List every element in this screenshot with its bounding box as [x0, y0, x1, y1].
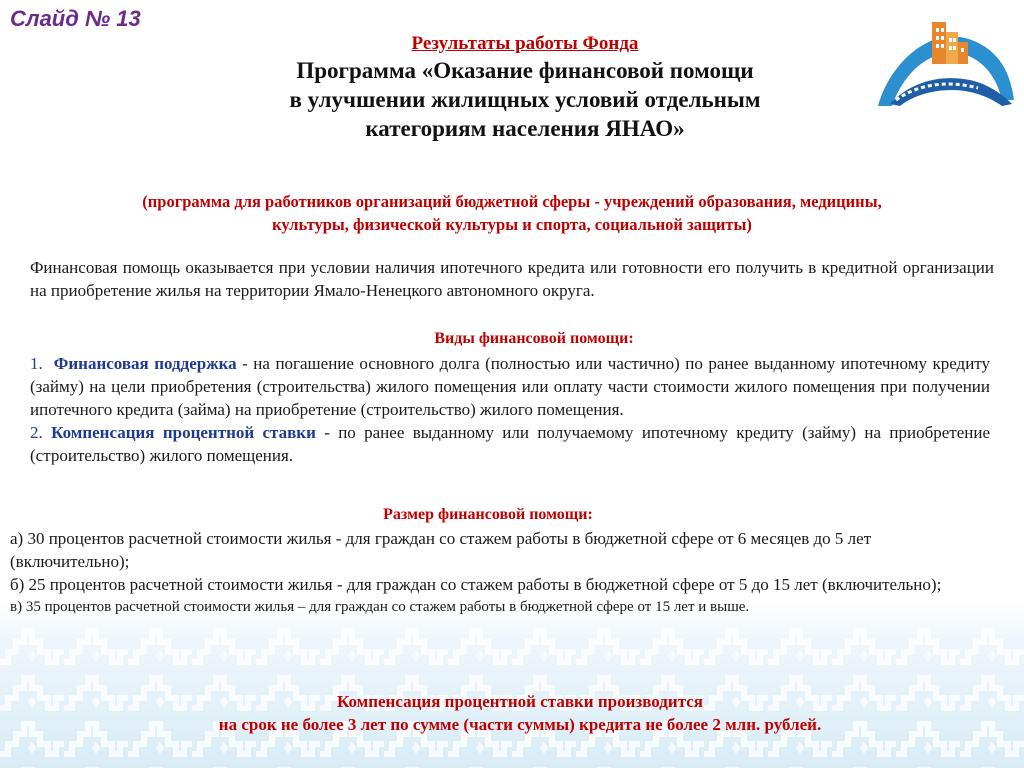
footer-line-2: на срок не более 3 лет по сумме (части суммы) кредита не более 2 млн. рублей.	[218, 715, 822, 734]
size-item-b: б) 25 процентов расчетной стоимости жилья - для граждан со стажем работы в бюджетной сфере от 5 до 15 лет (включительно);	[10, 575, 942, 594]
background-ornament	[0, 600, 1024, 768]
kind-number: 1.	[30, 354, 43, 373]
size-item-a: а) 30 процентов расчетной стоимости жилья - для граждан со стажем работы в бюджетной сфере от 6 месяцев до 5 лет (включительно);	[10, 529, 872, 571]
program-scope-line-2: культуры, физической культуры и спорта, социальной защиты)	[272, 215, 752, 234]
intro-paragraph: Финансовая помощь оказывается при условии наличия ипотечного кредита или готовности его получить в кредитной организации на приобретение жилья на территории Ямало-Ненецкого автономного округа.	[30, 258, 994, 300]
footer-note	[0, 690, 1024, 736]
fund-house-logo-icon	[870, 8, 1020, 113]
kind-description: - по ранее выданному или получаемому ипотечному кредиту (займу) на приобретение (строительство) жилого помещения.	[30, 423, 990, 465]
kind-description: - на погашение основного долга (полностью или частично) по ранее выданному ипотечному кредиту (займу) на цели приобретения (строительства) жилого помещения или оплату части стоимости жилого помещения при получении ипотечного кредита (займа) на приобретение (строительство) жилого помещения.	[30, 354, 991, 419]
section-title: Результаты работы Фонда	[411, 33, 639, 54]
sizes-list	[10, 527, 970, 619]
program-scope-line-1: (программа для работников организаций бюджетной сферы - учреждений образования, медицины,	[142, 192, 882, 211]
program-title-line-3: категориям населения ЯНАО»	[365, 116, 685, 141]
footer-line-1: Компенсация процентной ставки производится	[336, 692, 703, 711]
program-title-line-2: в улучшении жилищных условий отдельным	[289, 87, 761, 112]
title-block	[180, 32, 870, 143]
kinds-list	[30, 352, 990, 467]
kind-item-2	[30, 421, 990, 467]
program-scope-note	[30, 190, 994, 236]
kind-item-1	[30, 352, 990, 421]
slide-number: Слайд № 13	[10, 6, 141, 31]
program-title-line-1: Программа «Оказание финансовой помощи	[296, 58, 754, 83]
kind-name: Финансовая поддержка	[53, 354, 237, 373]
size-item-c: в) 35 процентов расчетной стоимости жилья – для граждан со стажем работы в бюджетной сфере от 15 лет и выше.	[10, 599, 750, 615]
kind-number: 2.	[30, 423, 43, 442]
size-heading: Размер финансовой помощи:	[383, 506, 593, 523]
kinds-heading: Виды финансовой помощи:	[434, 330, 634, 347]
kind-name: Компенсация процентной ставки	[51, 423, 316, 442]
